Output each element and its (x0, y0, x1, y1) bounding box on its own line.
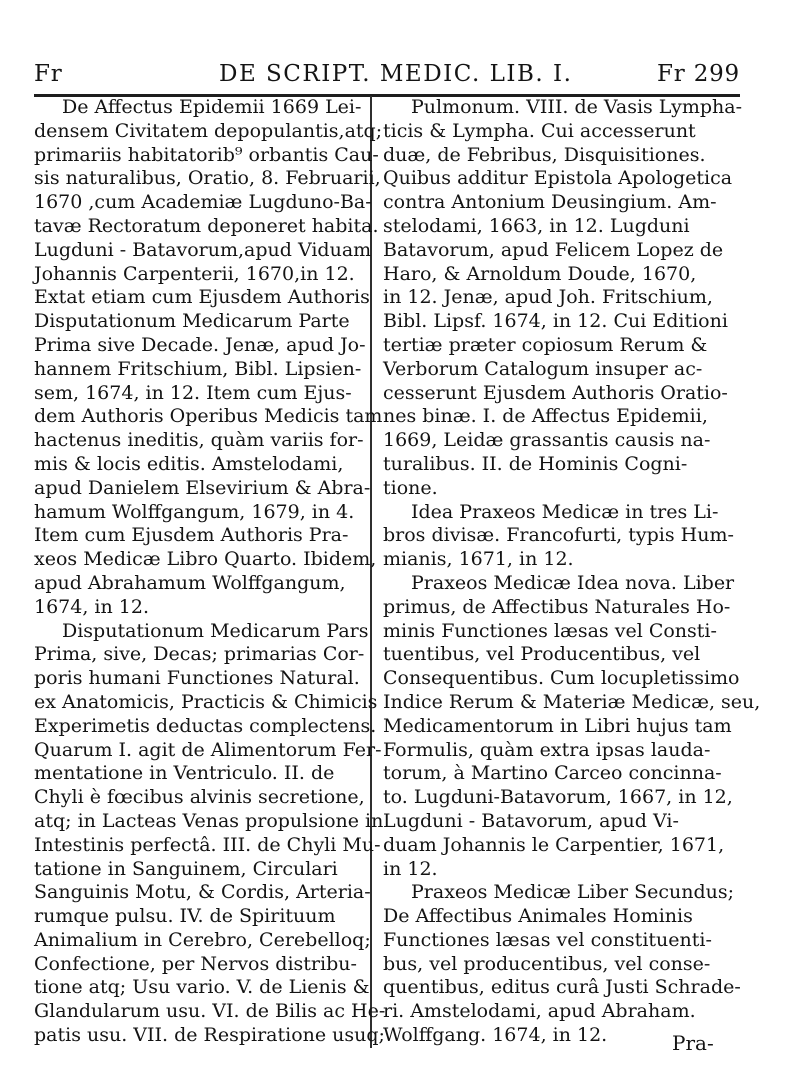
text-line: Functiones læsas vel constituenti- (383, 928, 712, 951)
text-line: atq; in Lacteas Venas propulsione in (34, 809, 384, 832)
text-line: Quibus additur Epistola Apologetica (383, 167, 733, 190)
text-line: hamum Wolffgangum, 1679, in 4. (34, 500, 355, 523)
text-line: ex Anatomicis, Practicis & Chimicis (34, 690, 378, 713)
text-line: Prima, sive, Decas; primarias Cor- (34, 643, 365, 666)
text-line: sem, 1674, in 12. Item cum Ejus- (34, 381, 352, 404)
paragraph (383, 96, 742, 501)
text-line: xeos Medicæ Libro Quarto. Ibidem, (34, 548, 377, 571)
paragraph (383, 500, 734, 572)
text-line: patis usu. VII. de Respiratione usuq; (34, 1024, 385, 1047)
text-line: De Affectibus Animales Hominis (383, 905, 693, 928)
text-line: apud Abrahamum Wolffgangum, (34, 571, 346, 594)
text-line: poris humani Functiones Natural. (34, 667, 360, 690)
text-line: Extat etiam cum Ejusdem Authoris (34, 286, 370, 309)
paragraph (383, 881, 741, 1048)
text-line: Bibl. Lipsf. 1674, in 12. Cui Editioni (383, 310, 728, 333)
text-line: hactenus ineditis, quàm variis for- (34, 429, 364, 452)
catchword: Pra- (672, 1031, 714, 1055)
text-line: tione. (383, 476, 438, 499)
text-line: Johannis Carpenterii, 1670,in 12. (34, 262, 355, 285)
header-title: DE SCRIPT. MEDIC. LIB. I. (219, 61, 573, 87)
text-line: Consequentibus. Cum locupletissimo (383, 667, 740, 690)
text-line: Lugduni - Batavorum, apud Vi- (383, 809, 679, 832)
text-line: mianis, 1671, in 12. (383, 548, 574, 571)
text-line: Verborum Catalogum insuper ac- (383, 357, 703, 380)
text-line: tuentibus, vel Producentibus, vel (383, 643, 701, 666)
header-left-guide-word: Fr (34, 61, 63, 87)
text-line: sis naturalibus, Oratio, 8. Februarii, (34, 167, 381, 190)
text-line: apud Danielem Elsevirium & Abra- (34, 476, 371, 499)
text-line: 1669, Leidæ grassantis causis na- (383, 429, 711, 452)
text-line: Sanguinis Motu, & Cordis, Arteria- (34, 881, 371, 904)
text-line: tatione in Sanguinem, Circulari (34, 857, 338, 880)
text-line: cesserunt Ejusdem Authoris Oratio- (383, 381, 728, 404)
text-line: stelodami, 1663, in 12. Lugduni (383, 214, 690, 237)
text-line: ri. Amstelodami, apud Abraham. (383, 1000, 696, 1023)
text-line: primariis habitatorib⁹ orbantis Cau- (34, 143, 379, 166)
text-line: Indice Rerum & Materiæ Medicæ, seu, (383, 690, 761, 713)
text-line: torum, à Martino Carceo concinna- (383, 762, 722, 785)
text-line: in 12. Jenæ, apud Joh. Fritschium, (383, 286, 713, 309)
text-line: Animalium in Cerebro, Cerebelloq; (34, 928, 371, 951)
text-line: bros divisæ. Francofurti, typis Hum- (383, 524, 734, 547)
header-page-number: Fr 299 (657, 61, 740, 87)
text-line: tavæ Rectoratum deponeret habita. (34, 214, 379, 237)
text-line: Glandularum usu. VI. de Bilis ac He- (34, 1000, 386, 1023)
paragraph (34, 96, 383, 620)
text-line: Haro, & Arnoldum Doude, 1670, (383, 262, 697, 285)
text-line: Prima sive Decade. Jenæ, apud Jo- (34, 333, 366, 356)
text-line: Item cum Ejusdem Authoris Pra- (34, 524, 349, 547)
text-line: 1674, in 12. (34, 595, 150, 618)
text-line: Confectione, per Nervos distribu- (34, 952, 357, 975)
text-line: Disputationum Medicarum Pars (62, 619, 369, 642)
text-line: ticis & Lympha. Cui accesserunt (383, 119, 696, 142)
paragraph (34, 619, 386, 1048)
text-line: minis Functiones læsas vel Consti- (383, 619, 717, 642)
text-line: dem Authoris Operibus Medicis tam (34, 405, 383, 428)
text-line: 1670 ,cum Academiæ Lugduno-Ba- (34, 191, 372, 214)
text-line: hannem Fritschium, Bibl. Lipsien- (34, 357, 362, 380)
text-line: Experimetis deductas complectens. (34, 714, 377, 737)
text-line: turalibus. II. de Hominis Cogni- (383, 452, 688, 475)
text-line: Quarum I. agit de Alimentorum Fer- (34, 738, 382, 761)
text-line: duæ, de Febribus, Disquisitiones. (383, 143, 706, 166)
text-line: Lugduni - Batavorum,apud Viduam (34, 238, 372, 261)
text-line: Formulis, quàm extra ipsas lauda- (383, 738, 711, 761)
text-line: to. Lugduni-Batavorum, 1667, in 12, (383, 786, 733, 809)
text-line: De Affectus Epidemii 1669 Lei- (62, 96, 362, 118)
text-line: Batavorum, apud Felicem Lopez de (383, 238, 724, 261)
text-line: quentibus, editus curâ Justi Schrade- (383, 976, 741, 999)
text-line: Intestinis perfectâ. III. de Chyli Mu- (34, 833, 381, 856)
text-line: densem Civitatem depopulantis,atq; (34, 119, 383, 142)
text-line: nes binæ. I. de Affectus Epidemii, (383, 405, 708, 428)
text-line: Praxeos Medicæ Idea nova. Liber (411, 571, 735, 594)
text-line: in 12. (383, 857, 438, 880)
text-line: tione atq; Usu vario. V. de Lienis & (34, 976, 370, 999)
text-line: mentatione in Ventriculo. II. de (34, 762, 335, 785)
text-line: Praxeos Medicæ Liber Secundus; (411, 881, 735, 904)
running-header (34, 56, 740, 92)
text-line: rumque pulsu. IV. de Spirituum (34, 905, 336, 928)
text-line: Chyli è fœcibus alvinis secretione, (34, 786, 365, 809)
left-column (34, 96, 386, 1048)
text-line: mis & locis editis. Amstelodami, (34, 452, 344, 475)
text-line: Pulmonum. VIII. de Vasis Lympha- (411, 96, 742, 118)
text-line: Disputationum Medicarum Parte (34, 310, 350, 333)
text-line: Medicamentorum in Libri hujus tam (383, 714, 732, 737)
text-line: contra Antonium Deusingium. Am- (383, 191, 717, 214)
text-line: duam Johannis le Carpentier, 1671, (383, 833, 725, 856)
text-line: primus, de Affectibus Naturales Ho- (383, 595, 731, 618)
right-column (383, 96, 761, 1048)
paragraph (383, 571, 761, 881)
text-line: Idea Praxeos Medicæ in tres Li- (411, 500, 719, 523)
text-line: Wolffgang. 1674, in 12. (383, 1024, 608, 1047)
text-line: tertiæ præter copiosum Rerum & (383, 333, 708, 356)
text-line: bus, vel producentibus, vel conse- (383, 952, 711, 975)
